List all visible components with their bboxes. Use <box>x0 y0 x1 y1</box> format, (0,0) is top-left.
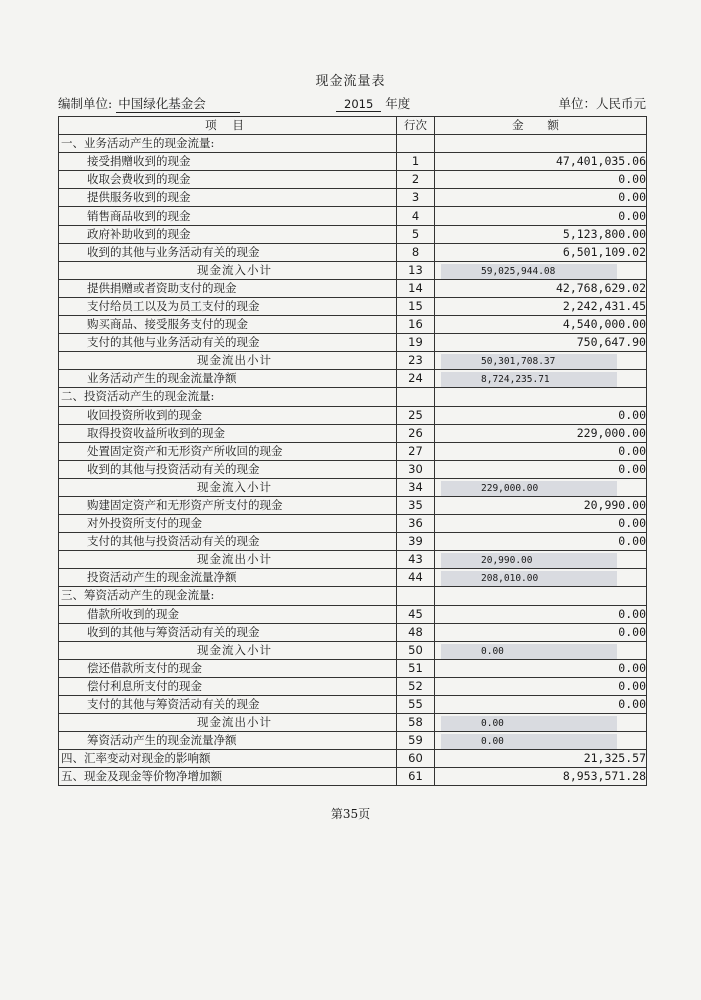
row-item-label: 处置固定资产和无形资产所收回的现金 <box>59 442 397 460</box>
row-line-number <box>397 135 435 153</box>
row-amount: 0.00 <box>435 533 647 551</box>
row-item-label: 四、汇率变动对现金的影响额 <box>59 750 397 768</box>
table-row <box>59 297 647 315</box>
row-item-label: 收取会费收到的现金 <box>59 171 397 189</box>
row-amount-cell <box>435 551 647 569</box>
row-line-number: 24 <box>397 370 435 388</box>
row-amount: 0.00 <box>435 696 647 714</box>
row-item-label: 现金流入小计 <box>59 641 397 659</box>
currency-unit: 单位：人民币元 <box>558 96 646 111</box>
row-item-label: 购建固定资产和无形资产所支付的现金 <box>59 496 397 514</box>
row-item-label: 支付的其他与投资活动有关的现金 <box>59 533 397 551</box>
year-suffix: 年度 <box>385 96 411 111</box>
row-amount-cell <box>435 641 647 659</box>
row-item-label: 支付的其他与筹资活动有关的现金 <box>59 696 397 714</box>
row-line-number: 58 <box>397 714 435 732</box>
row-line-number <box>397 587 435 605</box>
row-amount: 0.00 <box>435 623 647 641</box>
row-item-label: 取得投资收益所收到的现金 <box>59 424 397 442</box>
row-line-number <box>397 388 435 406</box>
report-title: 现金流量表 <box>315 74 386 89</box>
table-row <box>59 334 647 352</box>
row-amount: 0.00 <box>435 207 647 225</box>
table-row <box>59 714 647 732</box>
row-amount: 229,000.00 <box>435 424 647 442</box>
row-amount: 0.00 <box>435 677 647 695</box>
page-number: 第35页 <box>330 807 371 821</box>
row-item-label: 接受捐赠收到的现金 <box>59 153 397 171</box>
table-header-row <box>59 117 647 135</box>
row-amount: 208,010.00 <box>441 571 617 586</box>
row-line-number: 27 <box>397 442 435 460</box>
row-line-number: 35 <box>397 496 435 514</box>
row-line-number: 45 <box>397 605 435 623</box>
row-item-label: 销售商品收到的现金 <box>59 207 397 225</box>
row-item-label: 现金流入小计 <box>59 478 397 496</box>
table-row <box>59 605 647 623</box>
row-amount: 0.00 <box>435 171 647 189</box>
row-line-number: 43 <box>397 551 435 569</box>
row-amount-cell <box>435 352 647 370</box>
table-row <box>59 569 647 587</box>
row-amount: 0.00 <box>435 605 647 623</box>
row-line-number: 3 <box>397 189 435 207</box>
row-line-number: 5 <box>397 225 435 243</box>
row-amount: 0.00 <box>435 460 647 478</box>
row-item-label: 支付给员工以及为员工支付的现金 <box>59 297 397 315</box>
row-item-label: 支付的其他与业务活动有关的现金 <box>59 334 397 352</box>
row-amount: 0.00 <box>435 189 647 207</box>
table-row <box>59 696 647 714</box>
row-item-label: 借款所收到的现金 <box>59 605 397 623</box>
row-line-number: 13 <box>397 261 435 279</box>
row-item-label: 收到的其他与投资活动有关的现金 <box>59 460 397 478</box>
table-row <box>59 732 647 750</box>
row-item-label: 现金流出小计 <box>59 352 397 370</box>
row-amount-cell <box>435 714 647 732</box>
header-line-no: 行次 <box>397 117 435 135</box>
table-row <box>59 279 647 297</box>
row-line-number: 25 <box>397 406 435 424</box>
row-line-number: 26 <box>397 424 435 442</box>
row-amount: 0.00 <box>441 644 617 659</box>
row-amount: 0.00 <box>435 659 647 677</box>
row-line-number: 61 <box>397 768 435 786</box>
table-row <box>59 316 647 334</box>
row-amount <box>435 388 647 406</box>
row-line-number: 23 <box>397 352 435 370</box>
row-amount: 0.00 <box>441 716 617 731</box>
row-line-number: 1 <box>397 153 435 171</box>
row-item-label: 现金流出小计 <box>59 714 397 732</box>
row-line-number: 16 <box>397 316 435 334</box>
row-item-label: 收回投资所收到的现金 <box>59 406 397 424</box>
row-amount <box>435 587 647 605</box>
table-row <box>59 533 647 551</box>
row-amount: 6,501,109.02 <box>435 243 647 261</box>
row-item-label: 收到的其他与筹资活动有关的现金 <box>59 623 397 641</box>
table-row <box>59 768 647 786</box>
row-amount: 20,990.00 <box>441 553 617 568</box>
row-amount: 21,325.57 <box>435 750 647 768</box>
table-row <box>59 750 647 768</box>
table-row <box>59 659 647 677</box>
row-amount: 8,724,235.71 <box>441 372 617 387</box>
row-line-number: 50 <box>397 641 435 659</box>
row-amount-cell <box>435 478 647 496</box>
row-line-number: 51 <box>397 659 435 677</box>
cash-flow-table <box>58 116 647 786</box>
row-item-label: 投资活动产生的现金流量净额 <box>59 569 397 587</box>
table-row <box>59 496 647 514</box>
org-name: 中国绿化基金会 <box>116 94 240 113</box>
row-amount: 50,301,708.37 <box>441 354 617 369</box>
row-line-number: 19 <box>397 334 435 352</box>
table-row <box>59 370 647 388</box>
row-amount: 2,242,431.45 <box>435 297 647 315</box>
table-row <box>59 352 647 370</box>
row-item-label: 五、现金及现金等价物净增加额 <box>59 768 397 786</box>
table-row <box>59 189 647 207</box>
row-line-number: 48 <box>397 623 435 641</box>
row-line-number: 44 <box>397 569 435 587</box>
row-line-number: 60 <box>397 750 435 768</box>
row-amount: 42,768,629.02 <box>435 279 647 297</box>
row-item-label: 政府补助收到的现金 <box>59 225 397 243</box>
row-amount: 0.00 <box>441 734 617 749</box>
table-row <box>59 478 647 496</box>
row-amount: 0.00 <box>435 515 647 533</box>
row-amount: 0.00 <box>435 406 647 424</box>
row-item-label: 购买商品、接受服务支付的现金 <box>59 316 397 334</box>
table-row <box>59 388 647 406</box>
table-row <box>59 424 647 442</box>
row-item-label: 业务活动产生的现金流量净额 <box>59 370 397 388</box>
row-line-number: 34 <box>397 478 435 496</box>
row-amount: 4,540,000.00 <box>435 316 647 334</box>
table-row <box>59 135 647 153</box>
row-item-label: 二、投资活动产生的现金流量: <box>59 388 397 406</box>
row-amount: 229,000.00 <box>441 481 617 496</box>
table-row <box>59 641 647 659</box>
row-amount-cell <box>435 261 647 279</box>
row-amount: 750,647.90 <box>435 334 647 352</box>
table-row <box>59 153 647 171</box>
row-item-label: 偿还借款所支付的现金 <box>59 659 397 677</box>
row-amount-cell <box>435 370 647 388</box>
row-item-label: 收到的其他与业务活动有关的现金 <box>59 243 397 261</box>
fiscal-year <box>336 94 410 112</box>
row-line-number: 39 <box>397 533 435 551</box>
row-item-label: 三、筹资活动产生的现金流量: <box>59 587 397 605</box>
table-row <box>59 460 647 478</box>
table-row <box>59 225 647 243</box>
row-line-number: 55 <box>397 696 435 714</box>
row-amount: 5,123,800.00 <box>435 225 647 243</box>
row-item-label: 对外投资所支付的现金 <box>59 515 397 533</box>
row-line-number: 4 <box>397 207 435 225</box>
org-info <box>58 94 240 113</box>
table-row <box>59 677 647 695</box>
row-amount: 47,401,035.06 <box>435 153 647 171</box>
row-line-number: 8 <box>397 243 435 261</box>
row-item-label: 偿付利息所支付的现金 <box>59 677 397 695</box>
row-item-label: 一、业务活动产生的现金流量: <box>59 135 397 153</box>
org-label: 编制单位: <box>58 96 113 111</box>
row-amount-cell <box>435 732 647 750</box>
row-amount: 20,990.00 <box>435 496 647 514</box>
row-amount: 59,025,944.08 <box>441 264 617 279</box>
row-item-label: 现金流入小计 <box>59 261 397 279</box>
row-line-number: 36 <box>397 515 435 533</box>
table-row <box>59 515 647 533</box>
table-row <box>59 623 647 641</box>
year-value: 2015 <box>336 97 381 112</box>
row-amount <box>435 135 647 153</box>
table-row <box>59 261 647 279</box>
table-row <box>59 171 647 189</box>
row-item-label: 提供服务收到的现金 <box>59 189 397 207</box>
table-row <box>59 551 647 569</box>
table-row <box>59 207 647 225</box>
row-amount: 0.00 <box>435 442 647 460</box>
row-amount-cell <box>435 569 647 587</box>
row-line-number: 30 <box>397 460 435 478</box>
header-amount: 金 额 <box>435 117 647 135</box>
row-line-number: 59 <box>397 732 435 750</box>
table-row <box>59 442 647 460</box>
row-line-number: 52 <box>397 677 435 695</box>
report-meta <box>58 94 646 114</box>
row-line-number: 2 <box>397 171 435 189</box>
table-row <box>59 406 647 424</box>
row-item-label: 现金流出小计 <box>59 551 397 569</box>
row-line-number: 15 <box>397 297 435 315</box>
header-item: 项 目 <box>59 117 397 135</box>
row-item-label: 筹资活动产生的现金流量净额 <box>59 732 397 750</box>
row-amount: 8,953,571.28 <box>435 768 647 786</box>
table-row <box>59 587 647 605</box>
row-line-number: 14 <box>397 279 435 297</box>
table-row <box>59 243 647 261</box>
row-item-label: 提供捐赠或者资助支付的现金 <box>59 279 397 297</box>
